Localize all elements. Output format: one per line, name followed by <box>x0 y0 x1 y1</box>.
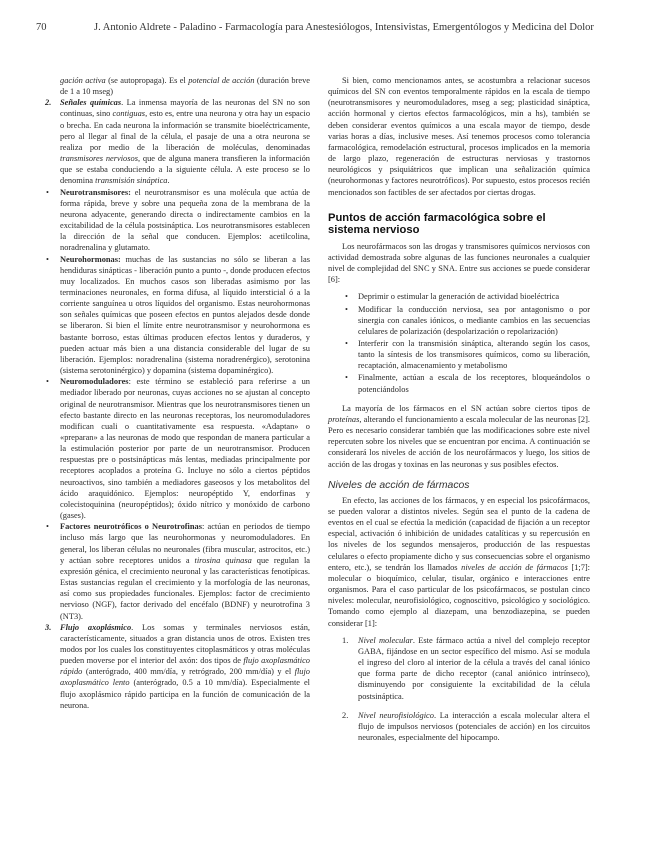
right-column <box>328 75 590 751</box>
left-column <box>45 75 311 711</box>
section-title: Puntos de acción farmacológica sobre el sistema nervioso <box>328 211 546 237</box>
item-number: 2. <box>45 98 52 108</box>
list-item: • Finalmente, actúan a escala de los receptores, bloqueándolos o potenciándolos <box>345 373 590 394</box>
item-number: 3. <box>45 622 52 632</box>
item-title: Flujo axoplásmico <box>60 622 132 632</box>
bullet-factores-neurotroficos: • Factores neurotróficos o Neurotrofinas: actúan en periodos de tiempo incluso más largo que las neurohormonas y neuromoduladores. En general, los liberan células no neuronales (fibra muscular, astrocitos, etc.) y actúan sobre receptores unidos a tirosina quinasa que regulan la expresión génica, el crecimiento neuronal y las características fenotípicas. Estas sustancias regulan el crecimiento y la morfología de las neuronas, así como sus propiedades funcionales. Ejemplos: factor de crecimiento nervioso (NGF), factor derivado del encéfalo (BDNF) y neurotrofina 3 (NT3). <box>46 522 310 621</box>
item-title: Señales químicas <box>60 98 122 108</box>
list-item: • Interferir con la transmisión sináptica, alterando según los casos, tanto la síntesis de los transmisores químicos, como su liberación, recaptación, almacenamiento y metabolismo <box>345 338 590 371</box>
list-item: 1. Nivel molecular. Este fármaco actúa a nivel del complejo receptor GABA, fijándose en un sector específico del mismo. Así se modula el ingreso del cloro al interior de la célula a través del canal iónico que forma parte de dicho receptor (canal aniónico intrínseco), disminuyendo por consiguiente la excitabilidad de la célula postsináptica. <box>342 635 590 701</box>
bullet-icon: • <box>46 522 49 532</box>
numbered-item-3: 3. Flujo axoplásmico. Los somas y terminales nerviosos están, característicamente, situados a gran distancia unos de otros. Existen tres modos por los cuales los constituyentes citoplasmáticos y otras moléculas pueden moverse por el interior del axón: dos tipos de flujo axoplasmático rápido (anterógrado, 400 mm/día, y retrógrado, 200 mm/día) y el flujo axoplasmático lento (anterógrado, 0.5 a 10 mm/día). Especialmente el flujo axoplásmico rápido participa en la función de comunicación de la neurona. <box>45 622 310 710</box>
bullet-icon: • <box>46 254 49 264</box>
levels-numbered-list <box>328 635 590 743</box>
section-intro-paragraph: Los neurofármacos son las drogas y transmisores químicos nerviosos con actividad demostrada sobre algunas de las funciones neuronales a cualquier nivel de complejidad del SNC y SNA. Entre sus acciones se puede considerar [6]: <box>328 241 590 285</box>
list-item: • Deprimir o estimular la generación de actividad bioeléctrica <box>345 292 560 302</box>
bullet-icon: • <box>345 373 348 383</box>
page-number: 70 <box>36 22 47 33</box>
running-title: J. Antonio Aldrete - Paladino - Farmacología para Anestesiólogos, Intensivistas, Emergentólogos y Medicina del Dolor <box>94 22 594 33</box>
list-item: • Modificar la conducción nerviosa, sea por antagonismo o por sinergia con canales iónicos, o mediante cambios en las secuencias celulares de polarización (despolarización o repolarización) <box>345 304 590 336</box>
actions-bullet-list <box>328 291 590 394</box>
list-item: 2. Nivel neurofisiológico. La interacción a escala molecular altera el flujo de impulsos nerviosos (potenciales de acción) en los circuitos neuronales, especialmente del hipocampo. <box>342 710 591 742</box>
bullet-icon: • <box>46 377 49 387</box>
subsection-title: Niveles de acción de fármacos <box>328 479 470 491</box>
page-header <box>36 22 619 33</box>
continued-paragraph: gación activa (se autopropaga). Es el potencial de acción (duración breve de 1 a 10 mseg) <box>60 76 310 97</box>
bullet-icon: • <box>345 338 348 348</box>
bullet-neuromoduladores: • Neuromoduladores: este término se estableció para referirse a un mediador liberado por neuronas, cuyas acciones no se ajustan al concepto original de neurotransmisor. Mientras que los neurotransmisores tienen un efecto bastante directo en las neuronas receptoras, los neuromoduladores modifican cuali o cuantitativamente esa respuesta. «Adaptan» o «preparan» a las neuronas de modo que respondan de manera particular a la estimulación posterior por parte de un neurotransmisor. Producen respuestas pre o postsinápticas más lentas, mediadas principalmente por receptores acoplados a proteína G. Incluye no sólo a ciertos péptidos neuroactivos, sino también a mediadores gaseosos y los metabolitos del ácido araquidónico. Ejemplos: neuropéptido Y, endorfinas y colecistoquinina (neuropéptidos); óxido nítrico y monóxido de carbono (gases). <box>46 377 310 521</box>
bullet-icon: • <box>345 304 348 314</box>
paragraph-niveles: En efecto, las acciones de los fármacos, y en especial los psicofármacos, se pueden valorar a distintos niveles. Según sea el punto de la cadena de eventos en el cual se efectúa la medición (capacidad de fijación a un receptor especial, activación ó inhibición de unidades catalíticas y su repercusión en los niveles de los segundos mensajeros, producción de las respuestas celulares o efecto propiamente dicho y sus consecuencias sobre el organismo entero, etc.), se tendrán los llamados niveles de acción de fármacos [1;7]: molecular o bioquímico, celular, tisular, orgánico e interacciones entre organismos. Para el caso particular de los psicofármacos, se postulan cinco niveles: molecular, neurofisiológico, cognoscitivo, psicológico y sociológico. Tomando como ejemplo al diazepam, una benzodiazepina, se pueden considerar [1]: <box>328 495 591 628</box>
bullet-icon: • <box>345 292 348 302</box>
bullet-neurotransmisores: • Neurotransmisores: el neurotransmisor es una molécula que actúa de forma rápida, breve y sobre una pequeña zona de la membrana de la neurona adyacente, generando directa o indirectamente cambios en la excitabilidad de la célula postsináptica. Los neurotransmisores establecen la dirección de la señal que conducen. Ejemplos: acetilcolina, noradrenalina y glutamato. <box>46 187 310 253</box>
bullet-icon: • <box>46 187 49 197</box>
paragraph-proteinas: La mayoría de los fármacos en el SN actúan sobre ciertos tipos de proteínas, alterando el funcionamiento a escala molecular de las neuronas [2]. Pero es necesario considerar también que las modificaciones sobre este nivel repercuten sobre los niveles que se encuentran por encima. A continuación se considerará los niveles de acción de los neurofármacos y luego, los sitios de acción de las drogas y toxinas en las neuronas y sus posibles efectos. <box>328 403 590 469</box>
bullet-neurohormonas: • Neurohormonas: muchas de las sustancias no sólo se liberan a las hendiduras sinápticas - liberación punto a punto -, donde producen efectos muy localizados. En muchos casos son liberadas asimismo por las terminaciones neuronales, en forma difusa, al líquido intersticial ó a la corriente sanguínea u otros líquidos del organismo. Estas neurohormonas son señales químicas que poseen efectos en puntos alejados desde donde se liberaron. Si bien el límite entre neurotransmisor y neurohormona es bastante borroso, estas últimas producen efectos lentos y duraderos, y pueden actuar más bien a una distancia considerable del lugar de su liberación. Ejemplos: noradrenalina (sistema noradrenérgico), serotonina (sistema serotoninérgico) y dopamina (sistema dopaminérgico). <box>46 254 310 376</box>
intro-paragraph: Si bien, como mencionamos antes, se acostumbra a relacionar sucesos químicos del SN con eventos temporalmente rápidos en la escala de tiempo (neurotransmisores y neuromoduladores, mseg a seg; plasticidad sináptica, acción hormonal y ciertos efectos farmacológicos, min a hs), también se deben considerar eventos químicos a una escala mayor de tiempo, desde varias horas a días, inclusive meses. Así tenemos procesos como tolerancia farmacológica, remodelación estructural, procesos implicados en la memoria de largo plazo, regeneración de estructuras nerviosas y trastornos neurológicos y psiquiátricos que implican una señalización química (neurohormonas y factores neurotróficos). Por supuesto, estos procesos recién mencionados son factibles de ser afectados por ciertas drogas. <box>328 76 590 197</box>
numbered-item-2: 2. Señales químicas. La inmensa mayoría de las neuronas del SN no son continuas, sino contiguas, esto es, entre una neurona y otra hay un espacio o brecha. En cada neurona la información se transmite bioeléctricamente, pero al llegar al final de la célula, el pasaje de una a otra neurona se realiza por medio de la liberación de moléculas, denominadas transmisores nerviosos, que de alguna manera transfieren la información que se estaba conduciendo a la siguiente célula. A este proceso se lo denomina transmisión sináptica. <box>45 98 311 186</box>
